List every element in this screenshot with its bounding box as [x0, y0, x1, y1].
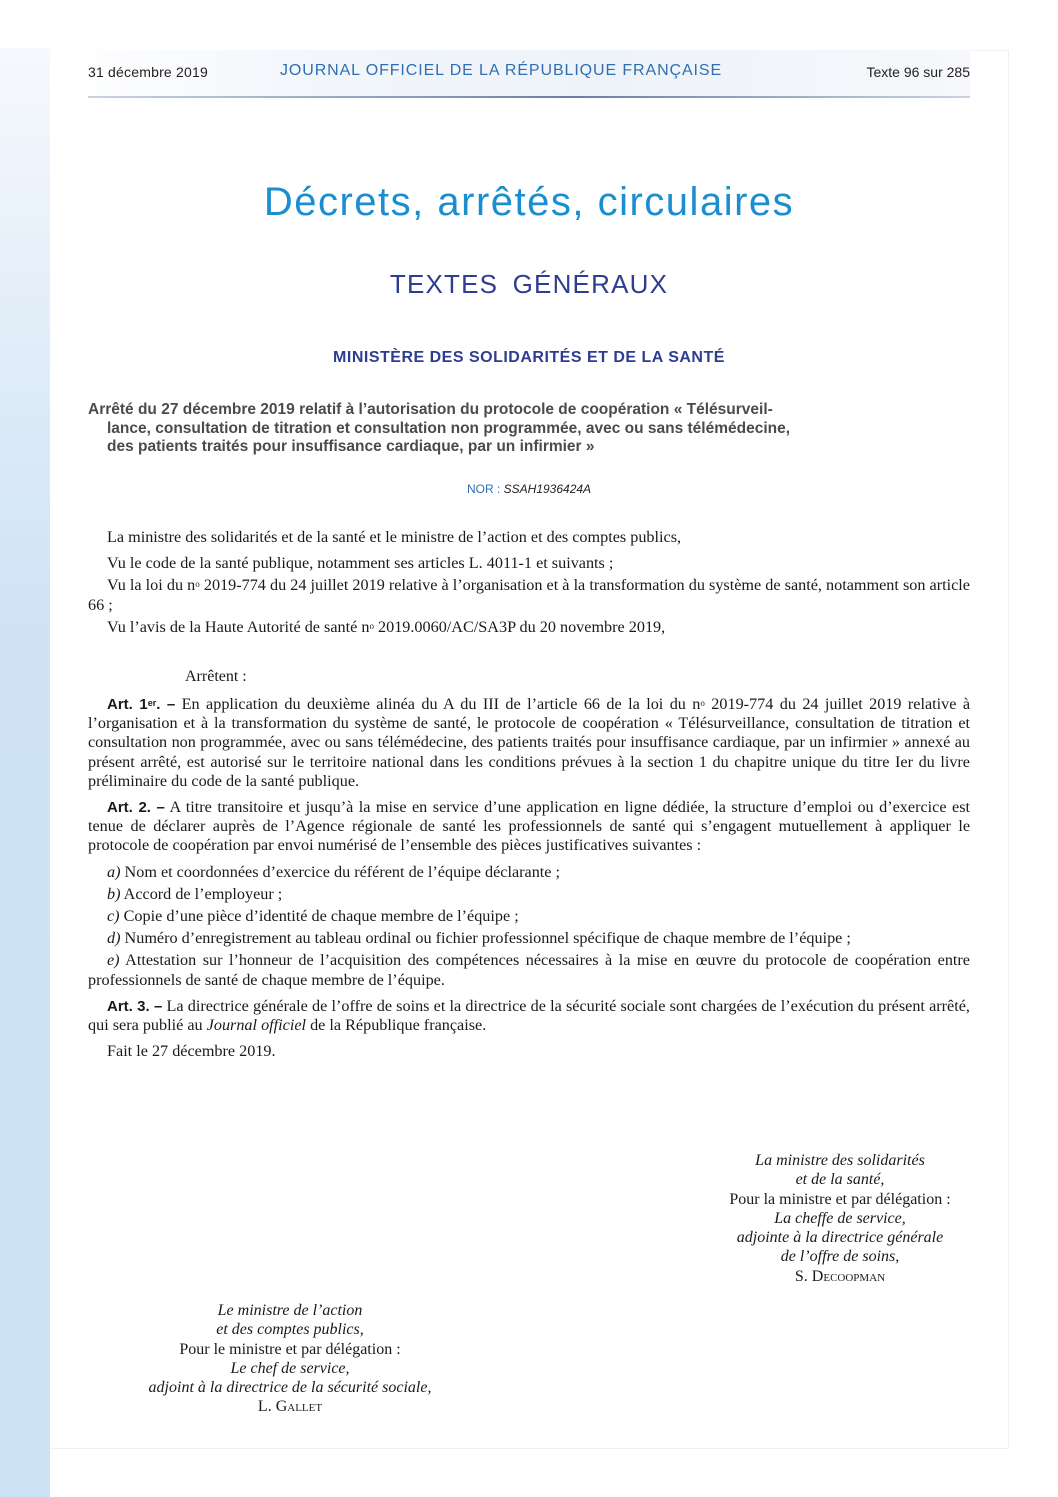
superscript: o — [195, 579, 200, 590]
signature-line: et de la santé, — [795, 1171, 885, 1189]
vu-text: Vu la loi du n — [107, 576, 196, 595]
article-text-italic: Journal officiel — [206, 1016, 307, 1035]
list-letter: b) — [107, 884, 121, 903]
list-letter: e) — [107, 951, 120, 970]
superscript: er — [147, 698, 157, 708]
signatory-name: L. Gallet — [257, 1398, 323, 1416]
arrete-title-line: des patients traités pour insuffisance cardiaque, par un infirmier » — [107, 438, 595, 455]
list-text: Copie d’une pièce d’identité de chaque membre de l’équipe ; — [119, 907, 519, 926]
article-label: Art. 3. – — [107, 997, 163, 1015]
signature-line: adjoint à la directrice de la sécurité sociale, — [148, 1379, 432, 1397]
section-title: TEXTES GÉNÉRAUX — [389, 269, 669, 299]
article-2 — [88, 798, 970, 856]
article-label-text: . – — [156, 696, 176, 713]
list-text: Nom et coordonnées d’exercice du référent de l’équipe déclarante ; — [120, 862, 561, 881]
superscript: o — [369, 620, 374, 631]
superscript: o — [700, 698, 705, 708]
articles — [88, 695, 970, 1061]
nor-value: SSAH1936424A — [503, 482, 592, 496]
vu-text: Vu l’avis de la Haute Autorité de santé n — [107, 617, 370, 636]
article-label-text: Art. 1 — [107, 696, 148, 713]
signature-line: La cheffe de service, — [774, 1209, 906, 1227]
signature-line: La ministre des solidarités — [755, 1152, 925, 1169]
list-letter: c) — [107, 907, 120, 926]
article-text: 2019-774 du 24 juillet 2019 relative à l’organisation et à la transformation du système de santé, le protocole de coopération « Télésurveillance, consultation de titration et consultation non programmée, avec ou sans télémédecine, des patients traités pour insuffisance cardiaque, par un infirmier » annexé au présent arrêté, est autorisé sur le territoire national dans les conditions prévues à la section 1 du chapitre unique du titre Ier du livre préliminaire du code de la santé publique. — [88, 695, 971, 790]
arrete-title-line: lance, consultation de titration et consultation non programmée, avec ou sans télémédecine, — [107, 419, 791, 437]
signature-line: Le ministre de l’action — [217, 1302, 363, 1319]
document-body — [88, 528, 970, 637]
article-3 — [88, 997, 970, 1035]
fait-le: Fait le 27 décembre 2019. — [107, 1042, 276, 1061]
list-item — [88, 907, 970, 926]
article-1 — [88, 695, 970, 791]
header-text-number: Texte 96 sur 285 — [866, 64, 970, 80]
arrete-title — [88, 401, 970, 457]
preamble-vu: Vu le code de la santé publique, notamment ses articles L. 4011-1 et suivants ; — [107, 554, 614, 573]
article-label: Art. 2. – — [107, 799, 165, 817]
list-text: Numéro d’enregistrement au tableau ordinal ou fichier professionnel spécifique de chaque membre de l’équipe ; — [120, 929, 851, 948]
article-text: A titre transitoire et jusqu’à la mise en service d’une application en ligne dédiée, la structure d’emploi ou d’exercice est tenue de déclarer auprès de l’Agence régionale de santé les professionnels de santé qui s’engagent mutuellement à appliquer le protocole de coopération par envoi numérisé de l’ensemble des pièces justificatives suivantes : — [88, 798, 970, 855]
arretent: Arrêtent : — [185, 668, 247, 685]
signatory-name: S. Decoopman — [794, 1267, 886, 1285]
signature-line: Pour le ministre et par délégation : — [179, 1340, 401, 1358]
ministry-title: MINISTÈRE DES SOLIDARITÉS ET DE LA SANTÉ — [333, 349, 725, 366]
header-journal-name: JOURNAL OFFICIEL DE LA RÉPUBLIQUE FRANÇAISE — [280, 62, 723, 79]
nor-reference — [0, 482, 1058, 496]
list-item — [88, 951, 970, 989]
signature-line: adjointe à la directrice générale — [736, 1229, 944, 1247]
header-rule — [88, 96, 970, 98]
signature-line: Le chef de service, — [230, 1359, 350, 1377]
list-letter: a) — [107, 862, 121, 881]
signature-block-right — [680, 1151, 1000, 1286]
page-title: Décrets, arrêtés, circulaires — [263, 180, 795, 224]
list-item — [88, 863, 970, 882]
journal-header — [50, 50, 970, 96]
signature-line: et des comptes publics, — [216, 1321, 364, 1339]
preamble-intro: La ministre des solidarités et de la santé et le ministre de l’action et des comptes publics, — [107, 528, 682, 546]
article-text: de la République française. — [306, 1016, 487, 1035]
list-item — [88, 885, 970, 904]
nor-label: NOR : — [466, 482, 501, 496]
vu-text: 2019.0060/AC/SA3P du 20 novembre 2019, — [373, 617, 666, 636]
article-text: En application du deuxième alinéa du A du III de l’article 66 de la loi du n — [175, 695, 701, 713]
list-item — [88, 929, 970, 948]
preamble-vu — [88, 618, 970, 637]
article-text: La directrice générale de l’offre de soins et la directrice de la sécurité sociale sont chargées de l’exécution du présent arrêté, qui sera publié au — [88, 996, 970, 1035]
vu-text: 2019-774 du 24 juillet 2019 relative à l’organisation et à la transformation du système de santé, notamment son article 66 ; — [88, 576, 970, 614]
side-band — [0, 48, 50, 1497]
preamble-vu — [88, 576, 970, 614]
signature-line: Pour la ministre et par délégation : — [729, 1190, 951, 1208]
arrete-title-line: Arrêté du 27 décembre 2019 relatif à l’autorisation du protocole de coopération « Télésurveil- — [88, 401, 773, 418]
header-date: 31 décembre 2019 — [88, 64, 208, 80]
list-text: Attestation sur l’honneur de l’acquisition des compétences nécessaires à la mise en œuvre du protocole de coopération entre professionnels de santé de chaque membre de l’équipe. — [88, 951, 970, 989]
signature-block-left — [80, 1301, 500, 1417]
list-letter: d) — [107, 929, 121, 948]
signature-line: de l’offre de soins, — [780, 1248, 900, 1266]
list-text: Accord de l’employeur ; — [120, 884, 283, 903]
article-label — [107, 696, 175, 713]
